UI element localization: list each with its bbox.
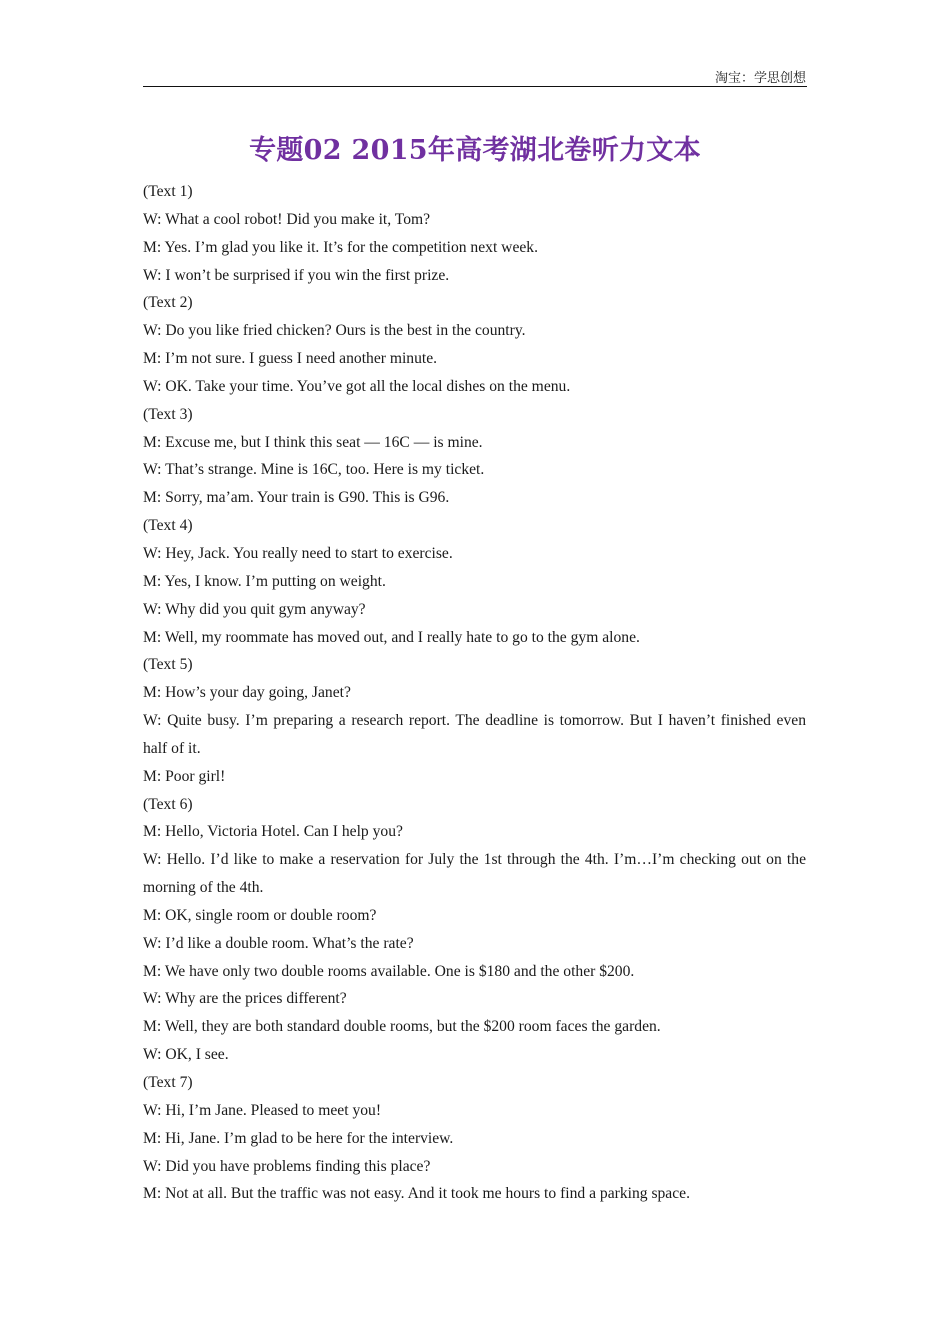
transcript-line: W: OK. Take your time. You’ve got all the local dishes on the menu. [143,377,571,395]
transcript-line: M: Not at all. But the traffic was not easy. And it took me hours to find a parking space. [143,1185,690,1203]
transcript-line: (Text 3) [143,405,193,423]
header-divider [143,86,807,87]
transcript-line: W: What a cool robot! Did you make it, Tom? [143,210,431,228]
transcript-line: W: Do you like fried chicken? Ours is the best in the country. [143,322,526,340]
transcript-line: (Text 4) [143,517,193,535]
transcript-line: M: Excuse me, but I think this seat — 16C — is mine. [143,433,483,451]
transcript-line: M: Well, they are both standard double rooms, but the $200 room faces the garden. [143,1018,661,1036]
transcript-line: (Text 7) [143,1074,193,1091]
document-title: 专题02 2015年高考湖北卷听力文本 [249,135,701,166]
transcript-line: (Text 2) [143,294,193,312]
transcript-line: M: We have only two double rooms available. One is $180 and the other $200. [143,962,635,980]
transcript-line: M: OK, single room or double room? [143,906,377,924]
transcript-line: W: Hey, Jack. You really need to start to exercise. [143,544,453,562]
transcript-line: M: Sorry, ma’am. Your train is G90. This is G96. [143,489,450,507]
transcript-body [143,178,806,1208]
header-source-note: 淘宝：学思创想 [714,71,806,86]
transcript-line: M: Poor girl! [143,767,226,785]
transcript-line: M: Well, my roommate has moved out, and I really hate to go to the gym alone. [143,628,640,646]
transcript-line: W: Hello. I’d like to make a reservation for July the 1st through the 4th. I’m…I’m checking out on the morning of the 4th. [143,851,806,897]
transcript-line: W: Why are the prices different? [143,990,347,1008]
transcript-line: W: I’d like a double room. What’s the rate? [143,934,414,952]
transcript-line: (Text 1) [143,183,193,200]
transcript-line: W: Hi, I’m Jane. Pleased to meet you! [143,1101,382,1119]
transcript-line: (Text 5) [143,656,193,674]
transcript-line: M: Yes. I’m glad you like it. It’s for the competition next week. [143,238,538,256]
transcript-line: W: Why did you quit gym anyway? [143,600,366,618]
transcript-line: (Text 6) [143,795,193,813]
transcript-line: M: Yes, I know. I’m putting on weight. [143,572,386,590]
transcript-line: W: Quite busy. I’m preparing a research report. The deadline is tomorrow. But I haven’t finished even half of it. [143,712,806,757]
transcript-line: M: How’s your day going, Janet? [143,684,351,702]
transcript-line: M: I’m not sure. I guess I need another minute. [143,350,438,368]
transcript-line: M: Hello, Victoria Hotel. Can I help you? [143,823,403,841]
transcript-line: W: That’s strange. Mine is 16C, too. Here is my ticket. [143,461,485,479]
transcript-line: M: Hi, Jane. I’m glad to be here for the interview. [143,1129,454,1147]
transcript-line: W: I won’t be surprised if you win the first prize. [143,266,450,284]
transcript-line: W: Did you have problems finding this place? [143,1157,431,1175]
transcript-line: W: OK, I see. [143,1046,229,1064]
